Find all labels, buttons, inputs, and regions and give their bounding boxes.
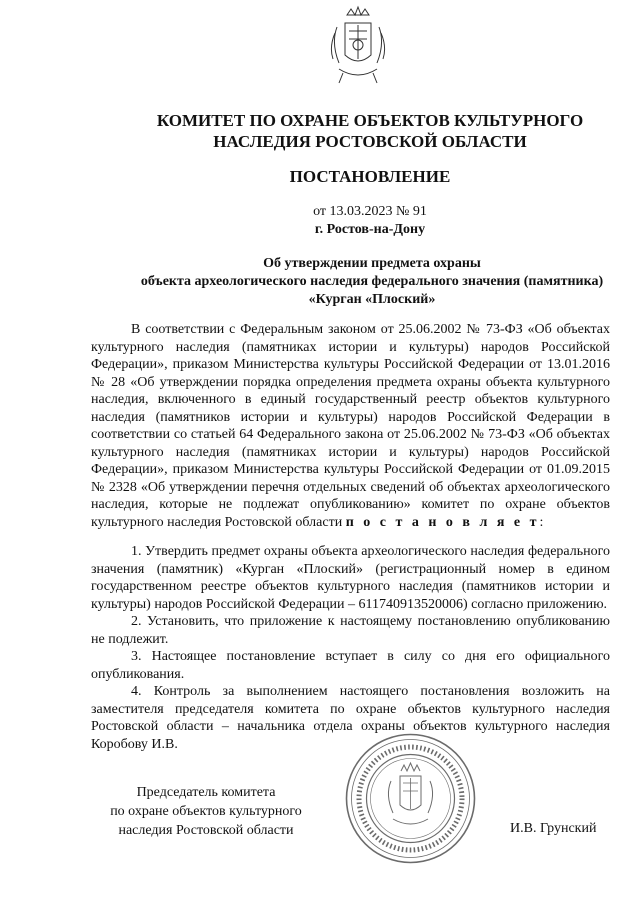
- resolution-item-3: 3. Настоящее постановление вступает в силу со дня его официального опубликования.: [91, 649, 610, 682]
- preamble-paragraph: [91, 321, 610, 531]
- document-date-number: от 13.03.2023 № 91: [313, 204, 427, 219]
- preamble-colon: :: [539, 514, 544, 530]
- signatory-title: [96, 783, 316, 840]
- subject-line-1: Об утверждении предмета охраны: [263, 256, 481, 271]
- authority-line-1: КОМИТЕТ ПО ОХРАНЕ ОБЪЕКТОВ КУЛЬТУРНОГО: [156, 111, 584, 130]
- document-city: г. Ростов-на-Дону: [314, 222, 426, 237]
- document-type: ПОСТАНОВЛЕНИЕ: [289, 167, 451, 186]
- document-subject: [92, 255, 640, 309]
- resolves-word: п о с т а н о в л я е т: [345, 514, 540, 530]
- resolution-item-4: 4. Контроль за выполнением настоящего постановления возложить на заместителя председателя комитета по охране объектов культурного наследия Ростовской области – начальника отдела охраны объектов культурного наследия Коробову И.В.: [91, 684, 610, 752]
- preamble-text: В соответствии с Федеральным законом от 25.06.2002 № 73-ФЗ «Об объектах культурного наследия (памятниках истории и культуры) народов Российской Федерации», приказом Министерства культуры Российской Федерации от 13.01.2016 № 28 «Об утверждении порядка определения предмета охраны объекта культурного наследия, включенного в единый государственный реестр объектов культурного наследия (памятников истории и культуры) народов Российской Федерации в соответствии со статьей 64 Федерального закона от 25.06.2002 № 73-ФЗ «Об объектах культурного наследия (памятниках истории и культуры) народов Российской Федерации», приказом Министерства культуры Российской Федерации от 01.09.2015 № 2328 «Об утверждении перечня отдельных сведений об объектах археологического наследия, которые не подлежат опубликованию» комитет по охране объектов культурного наследия Ростовской области: [91, 322, 610, 530]
- signatory-title-line-3: наследия Ростовской области: [118, 823, 294, 838]
- signatory-name: И.В. Грунский: [510, 821, 597, 836]
- coat-of-arms-emblem: [325, 3, 391, 87]
- resolution-item-1: 1. Утвердить предмет охраны объекта археологического наследия федерального значения (памятник) «Курган «Плоский» (регистрационный номер в едином государственном реестре объектов культурного наследия (памятников истории и культуры) народов Российской Федерации – 611740913520006) согласно приложению.: [91, 544, 610, 612]
- subject-line-2: объекта археологического наследия федерального значения (памятника): [140, 274, 604, 289]
- resolution-item-2: 2. Установить, что приложение к настоящему постановлению опубликованию не подлежит.: [91, 614, 610, 647]
- signatory-title-line-2: по охране объектов культурного: [110, 804, 302, 819]
- signatory-title-line-1: Председатель комитета: [136, 785, 276, 800]
- subject-line-3: «Курган «Плоский»: [308, 292, 436, 307]
- authority-line-2: НАСЛЕДИЯ РОСТОВСКОЙ ОБЛАСТИ: [213, 132, 527, 151]
- official-seal: [343, 731, 478, 866]
- issuing-authority: [90, 110, 640, 152]
- resolution-items: [91, 543, 610, 753]
